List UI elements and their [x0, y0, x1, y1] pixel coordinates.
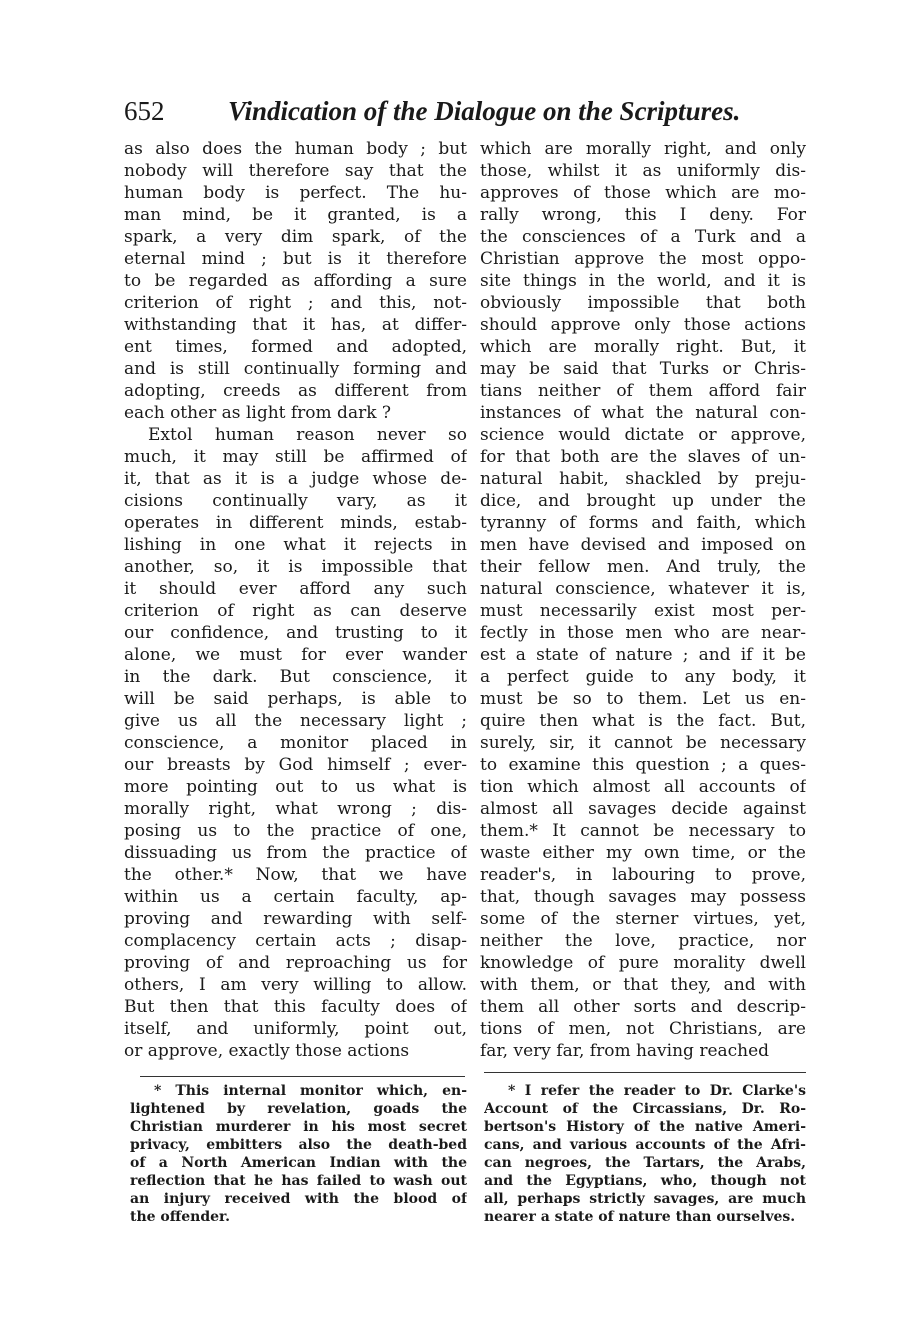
- text-line: surely, sir, it cannot be necessary: [480, 733, 806, 753]
- text-line: proving and rewarding with self-: [124, 909, 467, 929]
- text-line: neither the love, practice, nor: [480, 931, 806, 951]
- text-line: the other.* Now, that we have: [124, 865, 467, 885]
- text-line: science would dictate or approve,: [480, 425, 806, 445]
- text-line: the offender.: [130, 1209, 231, 1225]
- text-line: alone, we must for ever wander: [124, 645, 467, 665]
- text-line: withstanding that it has, at differ-: [124, 315, 467, 335]
- text-line: an injury received with the blood of: [130, 1191, 467, 1207]
- text-line: must be so to them. Let us en-: [480, 689, 806, 709]
- text-line: may be said that Turks or Chris-: [480, 359, 806, 379]
- text-line: But then that this faculty does of: [124, 997, 467, 1017]
- text-line: eternal mind ; but is it therefore: [124, 249, 467, 269]
- text-line: a perfect guide to any body, it: [480, 667, 806, 687]
- text-line: criterion of right as can deserve: [124, 601, 467, 621]
- text-line: reader's, in labouring to prove,: [480, 865, 806, 885]
- text-line: cisions continually vary, as it: [124, 491, 467, 511]
- text-line: all, perhaps strictly savages, are much: [484, 1191, 806, 1207]
- text-line: much, it may still be affirmed of: [124, 447, 467, 467]
- text-line: site things in the world, and it is: [480, 271, 806, 291]
- text-line: proving of and reproaching us for: [124, 953, 467, 973]
- text-line: far, very far, from having reached: [480, 1041, 770, 1061]
- text-line: tion which almost all accounts of: [480, 777, 806, 797]
- text-line: for that both are the slaves of un-: [480, 447, 806, 467]
- text-line: posing us to the practice of one,: [124, 821, 467, 841]
- text-line: knowledge of pure morality dwell: [480, 953, 806, 973]
- text-line: adopting, creeds as different from: [124, 381, 467, 401]
- text-line: another, so, it is impossible that: [124, 557, 467, 577]
- text-line: approves of those which are mo-: [480, 183, 806, 203]
- text-line: it, that as it is a judge whose de-: [124, 469, 467, 489]
- text-line: that, though savages may possess: [480, 887, 806, 907]
- right-column: [480, 138, 806, 1062]
- text-line: or approve, exactly those actions: [124, 1041, 410, 1061]
- text-line: them all other sorts and descrip-: [480, 997, 806, 1017]
- text-line: conscience, a monitor placed in: [124, 733, 467, 753]
- text-line: * This internal monitor which, en-: [154, 1083, 467, 1099]
- text-line: them.* It cannot be necessary to: [480, 821, 806, 841]
- text-line: in the dark. But conscience, it: [124, 667, 467, 687]
- text-line: * I refer the reader to Dr. Clarke's: [508, 1083, 806, 1099]
- text-line: tions of men, not Christians, are: [480, 1019, 806, 1039]
- text-line: Christian murderer in his most secret: [130, 1119, 467, 1135]
- text-line: some of the sterner virtues, yet,: [480, 909, 806, 929]
- text-line: and the Egyptians, who, though not: [484, 1173, 806, 1189]
- text-line: morally right, what wrong ; dis-: [124, 799, 467, 819]
- text-line: to be regarded as affording a sure: [124, 271, 467, 291]
- text-line: man mind, be it granted, is a: [124, 205, 467, 225]
- footnote-rule-left: [140, 1076, 465, 1077]
- text-line: obviously impossible that both: [480, 293, 806, 313]
- footnote-left: [130, 1082, 467, 1226]
- text-line: nearer a state of nature than ourselves.: [484, 1209, 796, 1225]
- page-header: [124, 96, 804, 130]
- text-line: complacency certain acts ; disap-: [124, 931, 467, 951]
- text-line: as also does the human body ; but: [124, 139, 467, 159]
- text-line: will be said perhaps, is able to: [124, 689, 467, 709]
- text-line: reflection that he has failed to wash out: [130, 1173, 467, 1189]
- text-line: quire then what is the fact. But,: [480, 711, 806, 731]
- text-line: it should ever afford any such: [124, 579, 467, 599]
- text-line: rally wrong, this I deny. For: [480, 205, 806, 225]
- text-line: others, I am very willing to allow.: [124, 975, 467, 995]
- text-line: their fellow men. And truly, the: [480, 557, 806, 577]
- text-line: spark, a very dim spark, of the: [124, 227, 467, 247]
- text-line: the consciences of a Turk and a: [480, 227, 806, 247]
- text-line: lishing in one what it rejects in: [124, 535, 467, 555]
- text-line: lightened by revelation, goads the: [130, 1101, 467, 1117]
- text-line: should approve only those actions: [480, 315, 806, 335]
- text-line: Christian approve the most oppo-: [480, 249, 806, 269]
- text-line: operates in different minds, estab-: [124, 513, 467, 533]
- text-line: natural conscience, whatever it is,: [480, 579, 806, 599]
- left-column: [124, 138, 467, 1062]
- text-line: men have devised and imposed on: [480, 535, 806, 555]
- text-line: itself, and uniformly, point out,: [124, 1019, 467, 1039]
- footnote-right: [484, 1082, 806, 1226]
- text-line: which are morally right. But, it: [480, 337, 806, 357]
- text-line: natural habit, shackled by preju-: [480, 469, 806, 489]
- text-line: and is still continually forming and: [124, 359, 467, 379]
- page-number: 652: [124, 96, 165, 126]
- text-line: give us all the necessary light ;: [124, 711, 467, 731]
- text-line: which are morally right, and only: [480, 139, 806, 159]
- text-line: criterion of right ; and this, not-: [124, 293, 467, 313]
- text-line: can negroes, the Tartars, the Arabs,: [484, 1155, 806, 1171]
- text-line: of a North American Indian with the: [130, 1155, 467, 1171]
- text-line: cans, and various accounts of the Afri-: [484, 1137, 806, 1153]
- text-line: Account of the Circassians, Dr. Ro-: [484, 1101, 806, 1117]
- text-line: dissuading us from the practice of: [124, 843, 467, 863]
- text-line: must necessarily exist most per-: [480, 601, 806, 621]
- text-line: waste either my own time, or the: [480, 843, 806, 863]
- text-line: our confidence, and trusting to it: [124, 623, 467, 643]
- text-line: more pointing out to us what is: [124, 777, 467, 797]
- text-line: Extol human reason never so: [148, 425, 467, 445]
- text-line: those, whilst it as uniformly dis-: [480, 161, 806, 181]
- text-line: our breasts by God himself ; ever-: [124, 755, 467, 775]
- text-line: dice, and brought up under the: [480, 491, 806, 511]
- text-line: with them, or that they, and with: [480, 975, 806, 995]
- text-line: almost all savages decide against: [480, 799, 806, 819]
- running-title: Vindication of the Dialogue on the Scriptures.: [228, 96, 741, 126]
- text-line: privacy, embitters also the death-bed: [130, 1137, 467, 1153]
- text-line: within us a certain faculty, ap-: [124, 887, 467, 907]
- text-line: tians neither of them afford fair: [480, 381, 806, 401]
- text-line: to examine this question ; a ques-: [480, 755, 806, 775]
- text-line: ent times, formed and adopted,: [124, 337, 467, 357]
- text-line: instances of what the natural con-: [480, 403, 806, 423]
- text-line: human body is perfect. The hu-: [124, 183, 467, 203]
- text-line: each other as light from dark ?: [124, 403, 392, 423]
- footnote-rule-right: [484, 1072, 806, 1073]
- text-line: tyranny of forms and faith, which: [480, 513, 806, 533]
- text-line: bertson's History of the native Ameri-: [484, 1119, 806, 1135]
- text-line: est a state of nature ; and if it be: [480, 645, 806, 665]
- text-line: fectly in those men who are near-: [480, 623, 806, 643]
- text-line: nobody will therefore say that the: [124, 161, 467, 181]
